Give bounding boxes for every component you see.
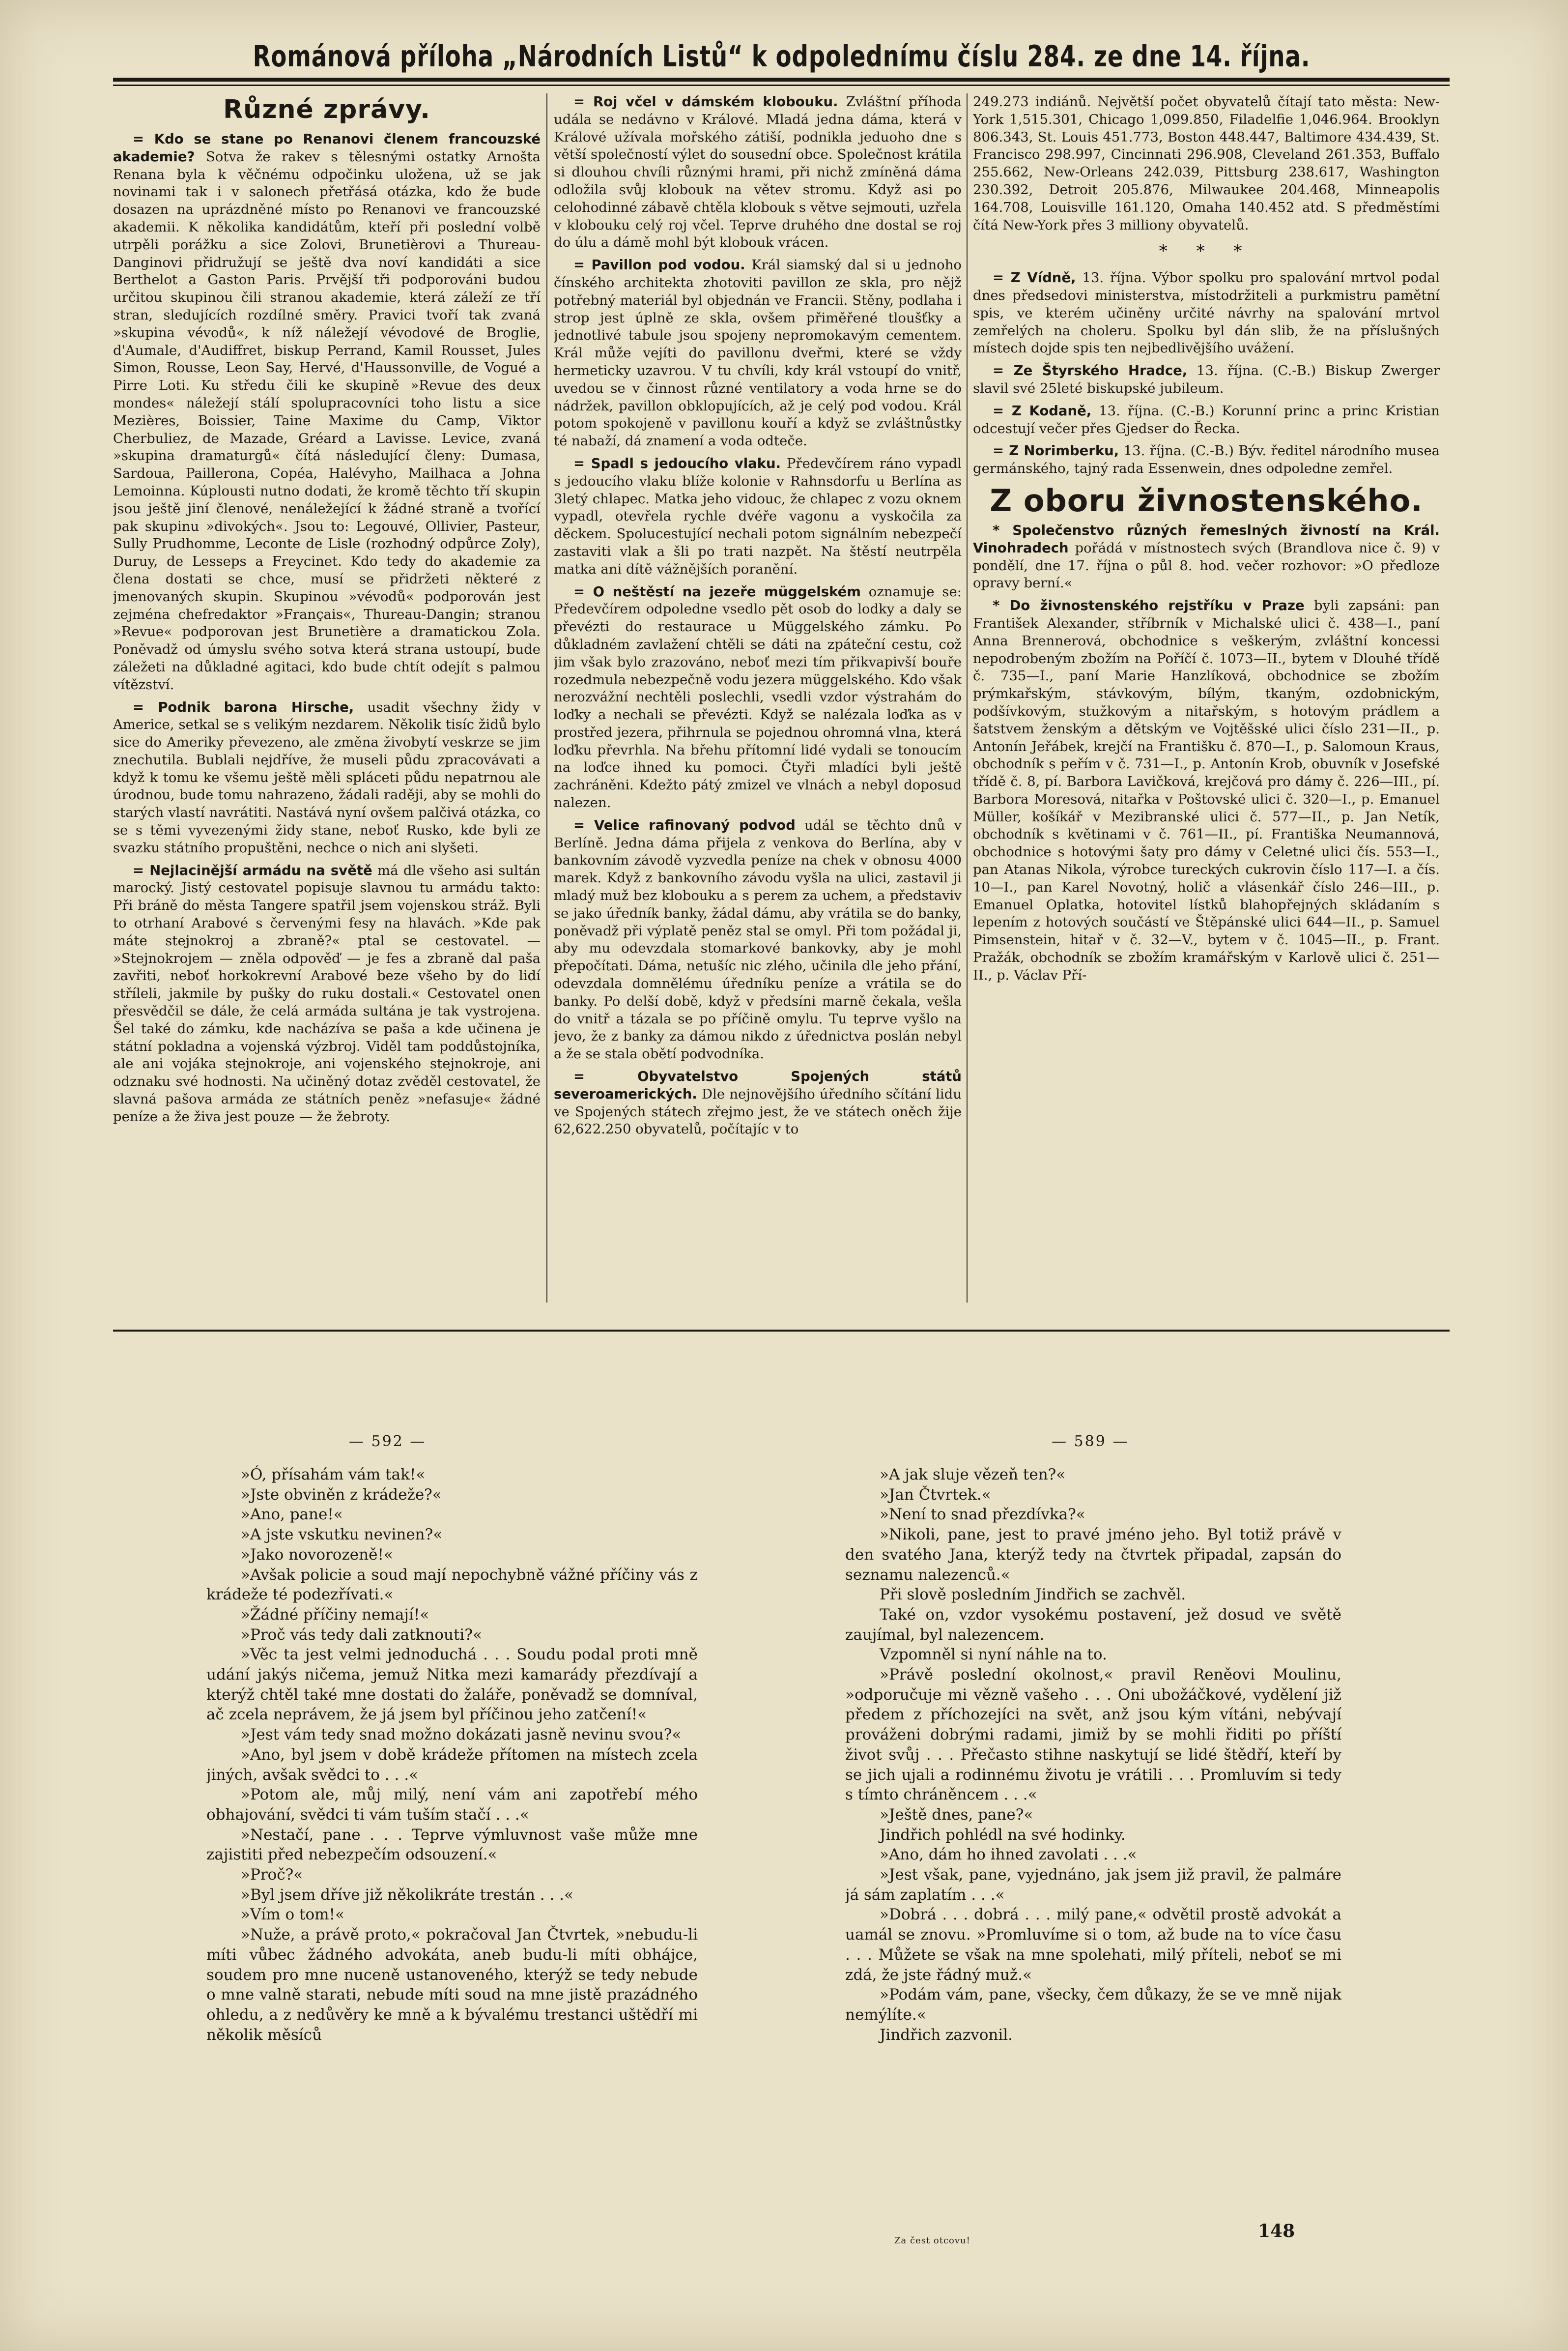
news-body: Biskup Zwerger slavil své 25leté biskupské jubileum. bbox=[973, 363, 1440, 396]
news-headline: = Z Kodaně, bbox=[993, 403, 1092, 419]
news-body: Zvláštní příhoda udála se nedávno v Králové. Mladá jedna dáma, která v Králové užívala mořského zátiší, podnikla jeduoho dne s větší společností výlet do sousední obce. Společnost krátila si dlouhou chvíli různými hrami, při nichž zmíněná dáma odložila svůj klobouk na větev stromu. Když asi po celohodinné zábavě chtěla klobouk s větve sejmouti, uzřela v klobouku celý roj včel. Teprve druhého dne dostal se roj do úlu a dámě mohl být klobouk vrácen. bbox=[554, 94, 962, 251]
news-item bbox=[554, 817, 962, 1063]
novel-paragraph: »Dobrá . . . dobrá . . . milý pane,« odvětil prostě advokát a uamál se znovu. »Promluvíme si o tom, až bude na to více času . . . Můžete se však na mne spolehati, milý příteli, neboť se mi zdá, že jste řádný muž.« bbox=[845, 1906, 1341, 1984]
supplement-title: Románová příloha „Národních Listů“ k odpolednímu číslu 284. ze dne 14. října. bbox=[253, 39, 1310, 74]
news-headline: = Kdo se stane po Renanovi členem francouzské akademie? bbox=[113, 131, 541, 165]
novel-paragraph: Jindřich zazvonil. bbox=[880, 2026, 1013, 2044]
novel-paragraph: »Avšak policie a soud mají nepochybně vážné příčiny vás z krádeže té podezřívati.« bbox=[206, 1566, 698, 1604]
novel-paragraph: »Ano, byl jsem v době krádeže přítomen na místech zcela jiných, avšak svědci to . . .« bbox=[206, 1745, 698, 1784]
novel-paragraph: »Nuže, a právě proto,« pokračoval Jan Čtvrtek, »nebudu-li míti vůbec žádného advokáta, aneb budu-li míti obhájce, soudem pro mne nuceně ustanoveného, kterýž se tedy nebude o mne valně starati, nebude míti soud na mne jistě prazádného ohledu, a z nedůvěry ke mně a k bývalému trestanci uštědří mi několik měsíců bbox=[206, 1926, 698, 2044]
sheet-number: 148 bbox=[1258, 2221, 1295, 2241]
novel-page-left bbox=[206, 1465, 698, 2202]
news-body: Dle nejnovějšího úředního sčítání lidu ve Spojených státech zřejmo jest, že ve státech oněch žije 62,622.250 obyvatelů, počítajíc v to bbox=[554, 1086, 962, 1137]
news-headline: = O neštěstí na jezeře müggelském bbox=[573, 583, 861, 600]
news-item bbox=[113, 699, 541, 857]
novel-paragraph: »Věc ta jest velmi jednoduchá . . . Soudu podal proti mně udání jakýs ničema, jemuž Nitka mezi kamarády přezdívají a kterýž chtěl také mne dostati do žaláře, poněvadž se domníval, ač zcela neprávem, že já jsem byl příčinou jeho zatčení!« bbox=[206, 1646, 698, 1724]
novel-paragraph: »Žádné příčiny nemají!« bbox=[241, 1605, 429, 1624]
section-title-ruzne-zpravy: Různé zprávy. bbox=[223, 95, 430, 124]
masthead-rule-thick bbox=[113, 78, 1450, 82]
novel-paragraph: »Potom ale, můj milý, není vám ani zapotřebí mého obhajování, svědci ti vám tuším stačí . . .« bbox=[206, 1786, 698, 1824]
trade-news-item bbox=[973, 522, 1440, 592]
news-headline: = Ze Štyrského Hradce, bbox=[993, 363, 1188, 379]
news-headline: = Pavillon pod vodou. bbox=[573, 257, 745, 273]
novel-paragraph: »Není to snad přezdívka?« bbox=[880, 1506, 1085, 1524]
novel-paragraph: »Jest však, pane, vyjednáno, jak jsem již pravil, že palmáre já sám zaplatím . . .« bbox=[845, 1866, 1341, 1904]
news-body: Výbor spolku pro spalování mrtvol podal dnes předsedovi ministerstva, místodržiteli a purkmistru pamětní spis, ve kterém učiněny určité návrhy na spalování mrtvol zemřelých na choleru. Spolku byl dán slib, že na příslušných místech dojde spis ten nejbedlivějšího uvážení. bbox=[973, 270, 1440, 356]
news-headline: = Z Vídně, bbox=[993, 270, 1076, 286]
news-body: Korunní princ a princ Kristian odcestují večer přes Gjedser do Řecka. bbox=[973, 403, 1440, 436]
novel-paragraph: Jindřich pohlédl na své hodinky. bbox=[880, 1826, 1126, 1844]
news-item bbox=[554, 257, 962, 450]
column-2-news-list bbox=[554, 93, 962, 1138]
novel-paragraph: Vzpomněl si nyní náhle na to. bbox=[880, 1646, 1107, 1664]
telegraph-dispatch bbox=[973, 362, 1440, 398]
news-item bbox=[113, 862, 541, 1126]
novel-paragraph: »A jak sluje vězeň ten?« bbox=[880, 1466, 1066, 1483]
news-body: udál se těchto dnů v Berlíně. Jedna dáma přijela z venkova do Berlína, aby v bankovním závodě vyzvedla peníze na chek v obnosu 4000 marek. Když z bankovního závodu vyšla na ulici, zastavil ji mladý muž bez klobouku a s perem za uchem, a představiv se jako úředník banky, žádal dámu, aby vrátila se do banky, poněvadž při výplatě peněz stal se omyl. Při tom požádal ji, aby mu odevzdala stomarkové bankovky, aby je mohl přepočítati. Dáma, netušíc nic zlého, učinila dle jeho přání, odevzdala domnělému úředníku peníze a vrátila se do banky. Po delší době, když v předsíni marně čekala, vešla do vnitř a tázala se po příčině omylu. Tu teprve vyšlo na jevo, že z banky za dámou nikdo z úřednictva poslán nebyl a že se stala obětí podvodníka. bbox=[554, 817, 962, 1062]
novel-paragraph: »Vím o tom!« bbox=[241, 1906, 344, 1924]
news-headline: = Roj včel v dámském klobouku. bbox=[573, 94, 838, 110]
telegraph-dispatch bbox=[973, 269, 1440, 357]
trade-news-item bbox=[973, 597, 1440, 985]
asterism-divider: * * * bbox=[1159, 241, 1254, 261]
novel-paragraph: Při slově posledním Jindřich se zachvěl. bbox=[880, 1586, 1186, 1604]
novel-paragraph: »Proč vás tedy dali zatknouti?« bbox=[241, 1625, 482, 1644]
statistics-continuation: 249.273 indiánů. Největší počet obyvatelů čítají tato města: New-York 1,515.301, Chicago 1,099.850, Filadelfie 1,046.964. Brooklyn 806.343, St. Louis 451.773, Boston 448.447, Baltimore 434.439, St. Francisco 298.997, Cincinnati 296.908, Cleveland 261.353, Buffalo 255.662, New-Orleans 242.039, Pittsburg 238.617, Washington 230.392, Detroit 205.876, Milwaukee 204.468, Minneapolis 164.708, Louisville 161.120, Omaha 140.452 atd. S předměstími čítá New-York přes 3 milliony obyvatelů. bbox=[973, 94, 1440, 233]
news-body: Býv. ředitel národního musea germánského, tajný rada Essenwein, dnes odpoledne zemřel. bbox=[973, 443, 1440, 477]
novel-separator-rule bbox=[113, 1330, 1450, 1332]
news-body: pořádá v místnostech svých (Brandlova nice č. 9) v pondělí, dne 17. října o půl 8. hod. večer rozhovor: »O předloze opravy berní.« bbox=[973, 540, 1440, 591]
novel-paragraph: »Jako novorozeně!« bbox=[241, 1545, 393, 1564]
novel-paragraph: Také on, vzdor vysokému postavení, jež dosud ve světě zaujímal, byl nalezencem. bbox=[845, 1605, 1341, 1644]
news-headline: = Velice rafinovaný podvod bbox=[573, 817, 796, 833]
news-date: 13. října. (C.-B.) bbox=[1123, 443, 1234, 459]
column-1 bbox=[113, 93, 541, 1303]
novel-paragraph: »Nikoli, pane, jest to pravé jméno jeho. Byl totiž právě v den svatého Jana, kterýž tedy na čtvrtek připadal, zapsán do seznamu nalezenců.« bbox=[845, 1526, 1341, 1584]
column-divider bbox=[546, 93, 547, 1303]
news-date: 13. října. bbox=[1082, 270, 1146, 286]
column-divider bbox=[967, 93, 968, 1303]
novel-paragraph: »Jan Čtvrtek.« bbox=[880, 1485, 991, 1504]
news-headline: = Podnik barona Hirsche, bbox=[133, 699, 354, 715]
news-item bbox=[113, 131, 541, 694]
section-title-zivnostenske: Z oboru živnostenského. bbox=[990, 482, 1423, 519]
news-item bbox=[554, 455, 962, 579]
news-item bbox=[554, 583, 962, 812]
news-body: Král siamský dal si u jednoho čínského architekta zhotoviti pavillon ze skla, pro nějž potřebný materiál byl objednán ve Francii. Stěny, podlaha i strop jest úplně ze skla, ovšem přiměřené tloušťky a jednotlivé tabule jsou spojeny nepromokavým cementem. Král může vejíti do pavillonu dveřmi, které se vždy hermeticky uzavrou. V tu chvíli, kdy král vstoupí do vnitř, uvedou se v činnost různé ventilatory a voda hrne se do nádržek, pavillon obklopujících, až je celý pod vodou. Král potom spokojeně v pavillonu kouří a když se zvláštnůstky té nabaží, dá znamení a voda odteče. bbox=[554, 257, 962, 449]
novel-paragraph: »Proč?« bbox=[241, 1866, 303, 1884]
column-1-news-list bbox=[113, 131, 541, 1126]
novel-paragraph: »Byl jsem dříve již několikráte trestán . . .« bbox=[241, 1886, 574, 1904]
news-body: má dle všeho asi sultán marocký. Jistý cestovatel popisuje slavnou tu armádu takto: Při bráně do města Tangere spatřil jsem vojenskou stráž. Byli to otrhaní Arabové s červenými fesy na hlavách. »Kde pak máte stejnokroj a zbraně?« ptal se cestovatel. — »Stejnokrojem — zněla odpověď — je fes a zbraně dal paša zavřiti, neboť horkokrevní Arabové beze všeho by do lidí stříleli, jakmile by pušky do ruku dostali.« Cestovatel onen přesvědčil se dále, že celá armáda sultána je tak vystrojena. Šel také do zámku, kde nacházíva se paša a kde učinena je státní pokladna a vojenská výzbroj. Viděl tam poddůstojníka, ale ani vojáka stejnokroje, ani vojenského stejnokroje, ani odznaku své hodnosti. Na učiněný dotaz zvěděl cestovatel, že slavná pašova armáda ze státních peněz »nefasuje« žádné peníze a že živa jest pouze — že žebroty. bbox=[113, 862, 541, 1125]
news-item bbox=[554, 93, 962, 252]
news-headline: * Společenstvo různých řemeslných živností na Král. Vinohradech bbox=[973, 522, 1440, 556]
dispatch-list bbox=[973, 269, 1440, 478]
telegraph-dispatch bbox=[973, 442, 1440, 478]
novel-paragraph: »Nestačí, pane . . . Teprve výmluvnost vaše může mne zajistiti před nebezpečím odsouzení.« bbox=[206, 1826, 698, 1864]
footer-running-title: Za čest otcovu! bbox=[894, 2235, 970, 2246]
news-body: oznamuje se: Předevčírem odpoledne vsedlo pět osob do lodky a daly se převézti do restaurace u Müggelského zámku. Po důkladném zavlažení chtěli se dáti na zpáteční cestu, což jim však bylo zrazováno, neboť mezi tím přikvapivší bouře rozedmula nebezpečně vodu jezera müggelského. Kdo však nerozvážní nechtěli poslechli, vsedli vzdor výstrahám do loďky a nechali se převézti. Když se nalézala loďka as v prostřed jezera, přihrnula se pojednou ohromná vlna, která loďku převrhla. Na břehu přítomní lidé vydali se tonoucím na loďce ihned ku pomoci. Čtyři mladíci byli ještě zachráněni. Kdežto pátý zmizel ve vlnách a nebyl doposud nalezen. bbox=[554, 583, 962, 811]
news-headline: = Nejlacinější armádu na světě bbox=[133, 862, 372, 878]
masthead bbox=[113, 10, 1450, 74]
news-date: 13. října. (C.-B.) bbox=[1099, 403, 1215, 419]
news-body: usadit všechny židy v Americe, setkal se s velikým nezdarem. Několik tisíc židů bylo sice do Ameriky převezeno, ale změna živobytí veskrze se jim znechutila. Bublali nejdříve, že museli půdu zpracovávati a když k tomu ke všemu ještě měli spláceti půdu nepatrnou ale úrodnou, bude tomu nahrazeno, žádali raději, aby se mohli do starých vlastí navrátiti. Nastává nyní ovšem palčivá otázka, co se s těmi vyvezenými židy stane, neboť Rusko, kde byli ze svazku státního propuštěni, nechce o nich ani slyšeti. bbox=[113, 699, 541, 856]
novel-paragraph: »Ó, přísahám vám tak!« bbox=[241, 1466, 426, 1483]
news-headline: * Do živnostenského rejstříku v Praze bbox=[993, 598, 1305, 614]
novel-paragraph: »A jste vskutku nevinen?« bbox=[241, 1526, 443, 1544]
column-2 bbox=[554, 93, 962, 1303]
news-body: byli zapsáni: pan František Alexander, stříbrník v Michalské ulici č. 438—I., paní Anna Brennerová, obchodnice s veškerým, zvláštní koncessi nepodrobeným zbožím na Poříčí č. 1073—II., bytem v Dlouhé třídě č. 735—I., paní Marie Hanzlíková, obchodnice se zbožím prýmkařským, stávkovým, bílým, tkaným, ozdobnickým, podšívkovým, stužkovým a nitařským, s hotovým prádlem a šatstvem ženským a dětským ve Vojtěšské ulici číslo 231—II., p. Antonín Jeřábek, krejčí na Františku č. 870—I., p. Salomoun Kraus, obchodník s peřím v č. 731—I., p. Antonín Krob, obuvník v Josefské třídě č. 8, pí. Barbora Lavičková, krejčová pro dámy č. 226—III., pí. Barbora Moresová, nitařka v Poštovské ulici č. 320—I., p. Emanuel Müller, košíkář v Mezibranské ulici č. 577—II., p. Jan Netík, obchodník s květinami v č. 761—II., pí. Františka Neumannová, obchodnice s hotovými šaty pro dámy v Celetné ulici čís. 553—I., pan Atanas Nikola, výrobce tureckých cukrovin číslo 117—I. a čís. 10—I., pan Karel Novotný, holič a vlásenkář číslo 246—III., p. Emanuel Oplatka, hotovitel lístků blahopřejných skládaním s lepením z hotových součástí ve Štěpánské ulici 644—II., p. Samuel Pimsenstein, hitař v č. 32—V., bytem v č. 1045—II., p. Frant. Pražák, obchodník se zbožím kramářským v Karlově ulici č. 251—II., p. Václav Pří- bbox=[973, 598, 1440, 983]
news-date: 13. října. (C.-B.) bbox=[1197, 363, 1316, 379]
column-3 bbox=[973, 93, 1440, 1303]
novel-paragraph: »Podám vám, pane, všecky, čem důkazy, že se ve mně nijak nemýlíte.« bbox=[845, 1986, 1341, 2024]
page-number-right: — 589 — bbox=[1052, 1433, 1129, 1450]
novel-paragraph: »Jste obviněn z krádeže?« bbox=[241, 1485, 442, 1504]
news-item bbox=[554, 1068, 962, 1138]
trade-news-list bbox=[973, 522, 1440, 985]
novel-paragraph: »Ano, dám ho ihned zavolati . . .« bbox=[880, 1846, 1137, 1864]
novel-paragraph: »Ještě dnes, pane?« bbox=[880, 1805, 1033, 1824]
news-headline: = Obyvatelstvo Spojených států severoamerických. bbox=[554, 1069, 962, 1102]
news-body: Předevčírem ráno vypadl s jedoucího vlaku blíže kolonie v Rahnsdorfu u Berlína as 3letý chlapec. Matka jeho vidouc, že chlapec z vozu oknem vypadl, otevřela rychle dvéře vagonu a vyskočila za děckem. Spolucestující nechali potom signálním nebezpečí zastaviti vlak a šli po trati nazpět. Na štěstí neutrpěla matka ani dítě vážnějších poranění. bbox=[554, 455, 962, 577]
news-headline: = Z Norimberku, bbox=[993, 443, 1119, 459]
novel-paragraph: »Ano, pane!« bbox=[241, 1506, 343, 1524]
novel-page-right bbox=[845, 1465, 1341, 2202]
news-body: Sotva že rakev s tělesnými ostatky Arnošta Renana byla k věčnému odpočinku uložena, už se jak novinami tak i v salonech přetřásá otázka, kdo že bude dosazen na uprázdněné místo po Renanovi ve francouzské akademii. K několika kandidátům, kteří při poslední volbě utrpěli porážku a sice Zolovi, Brunetièrovi a Thureau-Danginovi přidružují se ještě dva noví kandidáti a sice Berthelot a Gaston Paris. Prvější tři podporováni budou určitou skupinou čili stranou akademie, která záleží ze tří stran, sledujících rozdílné směry. Pravici tvoří tak zvaná »skupina vévodů«, k níž náležejí vévodové de Broglie, d'Aumale, d'Audiffret, biskup Perrand, Kamil Rousset, Jules Simon, Rousse, Leon Say, Hervé, d'Haussonville, de Vogué a Pirre Loti. Ku středu čili ke skupině »Revue des deux mondes« náležejí stálí spolupracovníci toho listu a sice Mezières, Boissier, Taine Maxime du Camp, Viktor Cherbuliez, de Mazade, Gréard a Lavisse. Levice, zvaná »skupina dramaturgů« čítá následující členy: Dumasa, Sardoua, Paillerona, Copéa, Halévyho, Mailhaca a Johna Lemoinna. Kúplousti nutno dodati, že kromě těchto tří skupin jsou ještě jiní členové, nenáležející k žádné straně a tvořící pak skupinu »divokých«. Jsou to: Legouvé, Ollivier, Pasteur, Sully Prudhomme, Leconte de Lisle (rozhodný odpůrce Zoly), Duruy, de Lesseps a Freycinet. Kdo tedy do akademie za člena dostati se chce, musí se přidržeti některé z jmenovaných skupin. Skupinou »vévodů« podporován jest zejména chefredaktor »Français«, Thureau-Dangin; stranou »Revue« podporovan jest Brunetière a dramatickou Zola. Poněvadž od úmyslu svého sotva která strana ustoupí, bude záležeti na důkladné agitaci, kdo bude chtít odejít s palmou vítězství. bbox=[113, 148, 541, 693]
masthead-rule-thin bbox=[113, 85, 1450, 86]
novel-paragraph: »Jest vám tedy snad možno dokázati jasně nevinu svou?« bbox=[241, 1726, 682, 1744]
telegraph-dispatch bbox=[973, 403, 1440, 438]
news-headline: = Spadl s jedoucího vlaku. bbox=[573, 455, 781, 471]
page-number-left: — 592 — bbox=[349, 1433, 427, 1450]
novel-paragraph: »Právě poslední okolnost,« pravil Reněovi Moulinu, »odporučuje mi vězně vašeho . . . Oni ubožáčkové, vydělení již předem z příchozejíci na svět, anž jsou kým vítáni, nebývají prováženi dobrými radami, jimiž by se mohli řiditi po příští život svůj . . . Přečasto stihne naskytují se lidé štědří, kteří by se jich ujali a rodinnému životu je vrátili . . . Promluvím si tedy s tímto chráněncem . . .« bbox=[845, 1666, 1341, 1804]
